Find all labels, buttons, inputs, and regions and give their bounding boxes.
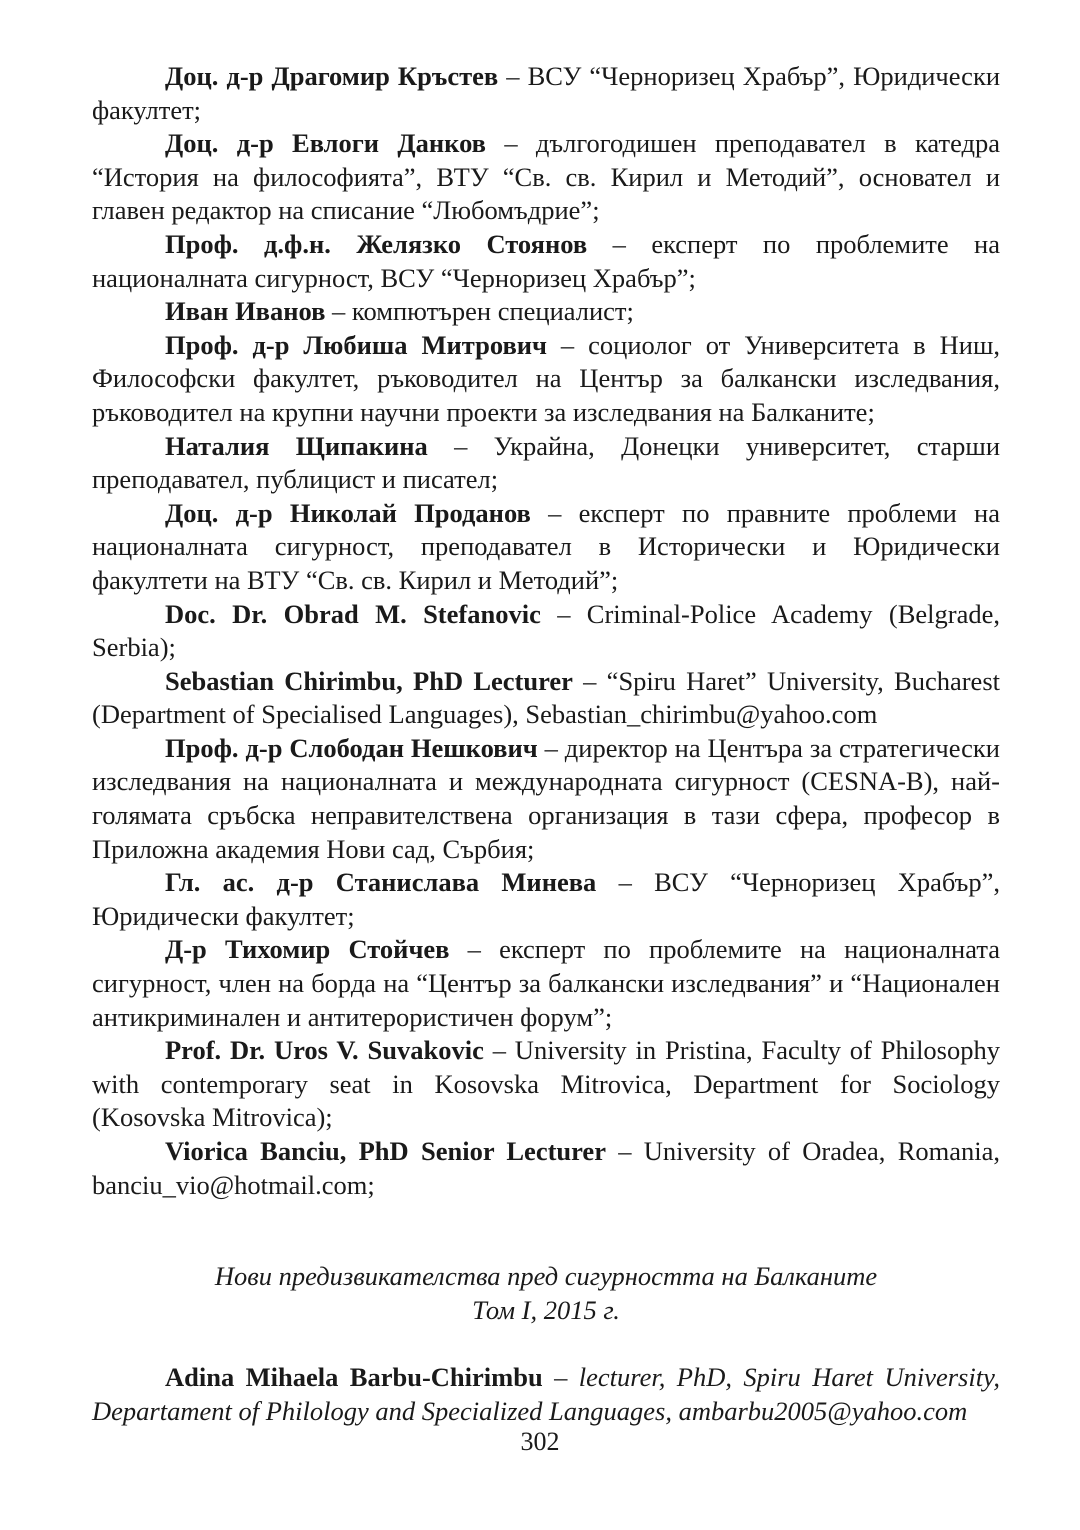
contributor-name: Гл. ас. д-р Станислава Минева <box>165 867 597 898</box>
page-number: 302 <box>520 1427 560 1456</box>
contributor-entry <box>92 60 1000 127</box>
contributor-entry <box>92 430 1000 497</box>
contributor-entry <box>92 295 1000 329</box>
contributor-description: – експерт по проблемите на националната сигурност, член на борда на “Център за балкански изследвания” и “Национален антикриминален и антитерористичен форум”; <box>92 934 1000 1032</box>
book-volume-line: Том I, 2015 г. <box>472 1294 620 1325</box>
contributor-description: – ВСУ “Черноризец Храбър”, Юридически факултет; <box>92 867 1000 931</box>
contributor-entry <box>92 497 1000 598</box>
contributor-description: – Criminal-Police Academy (Belgrade, Serbia); <box>92 598 1000 663</box>
contributor-description: – Украйна, Донецки университет, старши преподавател, публицист и писател; <box>92 430 1001 495</box>
contributor-name: Sebastian Chirimbu, PhD Lecturer <box>165 665 573 696</box>
contributor-name: Проф. д-р Любиша Митрович <box>165 329 547 360</box>
contributor-description: – социолог от Университета в Ниш, Философски факултет, ръководител на Център за балкански изследвания, ръководител на крупни научни проекти за изследвания на Балканите; <box>92 329 1000 427</box>
dash-separator: – <box>542 1362 579 1393</box>
contributor-name: Viorica Banciu, PhD Senior Lecturer <box>165 1136 606 1166</box>
contributor-entry <box>92 1034 1000 1135</box>
contributor-name: Doc. Dr. Obrad M. Stefanovic <box>165 598 541 629</box>
contributor-description: – дългогодишен преподавател в катедра “История на философията”, ВТУ “Св. св. Кирил и Методий”, основател и главен редактор на списание “Любомъдрие”; <box>92 128 1000 226</box>
contributor-description: – University of Oradea, Romania, banciu_vio@hotmail.com; <box>92 1136 1000 1200</box>
contributor-entry <box>92 665 1000 732</box>
contributor-description: – директор на Центъра за стратегически изследвания на националната и международната сигурност (CESNA-B), най-голямата сръбска неправителствена организация в тази сфера, професор в Приложна академия Нови сад, Сърбия; <box>92 732 1000 864</box>
contributor-entry <box>92 866 1000 933</box>
contributor-entry <box>92 598 1000 665</box>
contributor-entry <box>92 127 1000 228</box>
contributor-name: Проф. д.ф.н. Желязко Стоянов <box>165 228 588 259</box>
contributor-description: – експерт по правните проблеми на националната сигурност, преподавател в Исторически и Юридически факултети на ВТУ “Св. св. Кирил и Методий”; <box>92 497 1000 595</box>
contributor-description: lecturer, PhD, Spiru Haret University, Departament of Philology and Specialized Languages, ambarbu2005@yahoo.com <box>92 1362 1001 1426</box>
contributor-description: – University in Pristina, Faculty of Philosophy with contemporary seat in Kosovska Mitrovica, Department for Sociology (Kosovska Mitrovica); <box>92 1035 1000 1133</box>
contributor-name: Наталия Щипакина <box>165 430 428 461</box>
contributor-name: Adina Mihaela Barbu-Chirimbu <box>165 1362 543 1393</box>
contributor-entry <box>92 1361 1000 1428</box>
contributor-description: – компютърен специалист; <box>325 296 634 327</box>
contributor-entry <box>92 228 1000 295</box>
contributor-description: – “Spiru Haret” University, Bucharest (Department of Specialised Languages), Sebastian_chirimbu@yahoo.com <box>92 665 1000 730</box>
contributor-name: Иван Иванов <box>165 296 326 327</box>
contributor-name: Prof. Dr. Uros V. Suvakovic <box>165 1035 484 1066</box>
contributor-entry <box>92 329 1000 430</box>
contributor-name: Проф. д-р Слободан Нешкович <box>165 732 538 763</box>
contributor-name: Доц. д-р Драгомир Кръстев <box>165 61 499 91</box>
contributor-entry <box>92 933 1000 1034</box>
contributor-name: Доц. д-р Евлоги Данков <box>165 128 486 159</box>
contributor-name: Доц. д-р Николай Проданов <box>165 497 531 528</box>
contributor-description: – експерт по проблемите на националната сигурност, ВСУ “Черноризец Храбър”; <box>92 228 1000 293</box>
contributors-list <box>92 60 1000 1202</box>
contributor-name: Д-р Тихомир Стойчев <box>165 934 450 965</box>
document-page <box>92 60 1000 1429</box>
contributor-entry <box>92 1135 1000 1202</box>
contributor-entry <box>92 732 1000 866</box>
contributor-description: – ВСУ “Черноризец Храбър”, Юридически факултет; <box>92 61 1000 125</box>
book-title <box>92 1260 1000 1327</box>
book-title-line: Нови предизвикателства пред сигурността на Балканите <box>214 1261 878 1292</box>
